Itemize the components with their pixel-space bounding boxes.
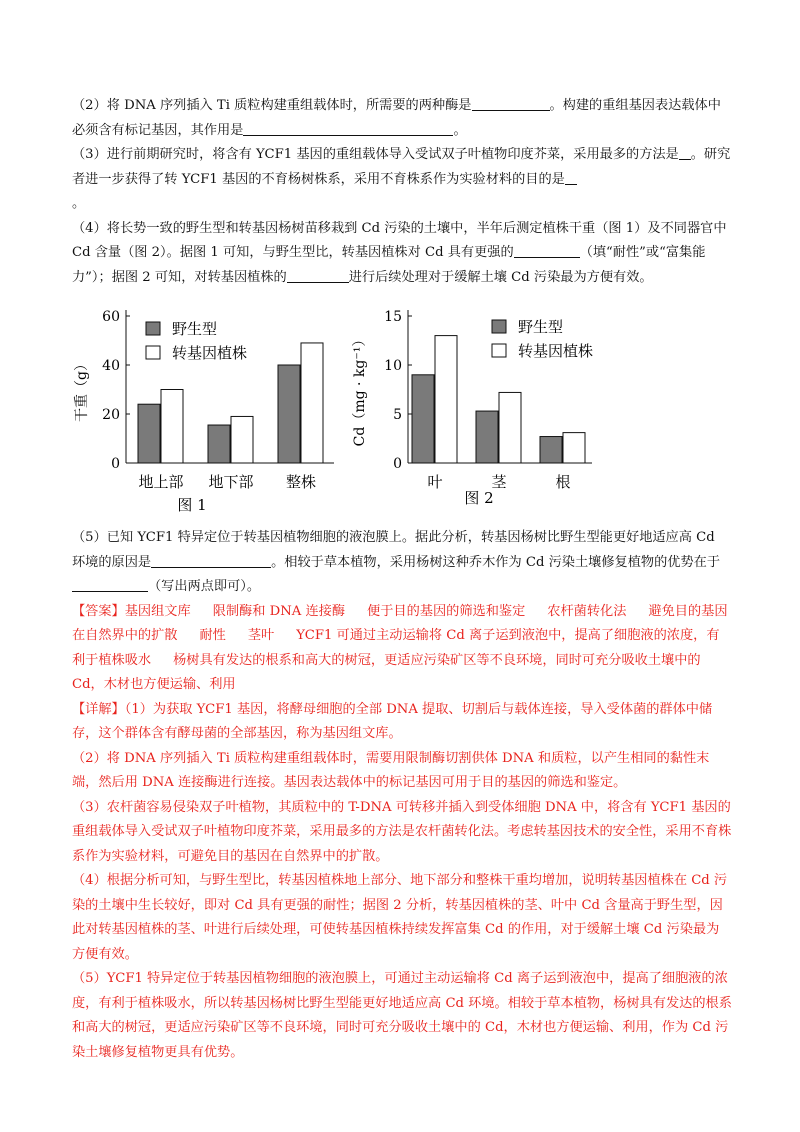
x-tick-label: 茎 (491, 473, 507, 491)
y-tick-label: 0 (393, 456, 402, 472)
bar (476, 411, 498, 463)
q5-text-b: 。相较于草本植物，采用杨树这种乔木作为 Cd 污染土壤修复植物的优势在于 (271, 554, 721, 570)
y-tick-label: 15 (384, 309, 402, 325)
answer-blank[interactable] (472, 96, 550, 111)
figure-caption: 图 2 (464, 489, 494, 507)
bar (161, 390, 183, 464)
x-tick-label: 整株 (285, 473, 317, 491)
bar (435, 336, 457, 463)
q4-text-b: （填“耐性”或“富集能力”）；据图 2 可知，对转基因植株的 (72, 245, 706, 285)
x-tick-label: 地下部 (208, 473, 254, 491)
y-axis-label: Cd（mg · kg⁻¹） (352, 332, 368, 447)
answer-blank[interactable] (287, 268, 349, 283)
q2-text-a: （2）将 DNA 序列插入 Ti 质粒构建重组载体时，所需要的两种酶是 (72, 98, 472, 113)
question-5 (72, 526, 732, 600)
answer-item: 限制酶和 DNA 连接酶 (212, 603, 346, 619)
bar (278, 365, 300, 463)
q3-text-a: （3）进行前期研究时，将含有 YCF1 基因的重组载体导入受试双子叶植物印度芥菜，采用最多的方法是 (72, 147, 679, 162)
answer-blank[interactable] (72, 577, 148, 592)
figure-2-chart (352, 298, 652, 520)
figure-1-chart (72, 298, 342, 520)
legend-swatch (492, 320, 506, 333)
bar (540, 437, 562, 463)
answer-item: 农杆菌转化法 (547, 603, 627, 619)
detail-section (72, 698, 732, 1066)
detail-text: （1）为获取 YCF1 基因，将酵母细胞的全部 DNA 提取、切割后与载体连接，导入受体菌的群体中储存，这个群体含有酵母菌的全部基因，称为基因组文库。 (72, 701, 713, 741)
y-tick-label: 20 (102, 407, 120, 423)
q5-text-c: （写出两点即可）。 (148, 579, 261, 594)
y-tick-label: 5 (393, 407, 402, 423)
q4-text-a: （4）将长势一致的野生型和转基因杨树苗移栽到 Cd 污染的土壤中，半年后测定植株干重（图 1）及不同器官中 Cd 含量（图 2）。据图 1 可知，与野生型比，转基因植株对 Cd 具有更强的 (72, 220, 727, 260)
q3-text-b: 。研究者进一步获得了转 YCF1 基因的不育杨树株系，采用不育株系作为实验材料的目的是 (72, 147, 731, 187)
bar (231, 416, 253, 463)
y-tick-label: 40 (102, 358, 120, 374)
detail-label: 【详解】 (72, 701, 125, 717)
x-tick-label: 地上部 (138, 473, 184, 491)
bar (412, 375, 434, 463)
answer-blank[interactable] (565, 170, 577, 185)
question-page (72, 94, 732, 1065)
answer-blank[interactable] (151, 553, 271, 568)
answer-blank[interactable] (243, 121, 453, 136)
detail-paragraph-2: （2）将 DNA 序列插入 Ti 质粒构建重组载体时，需要用限制酶切割供体 DNA 和质粒，以产生相同的黏性末端，然后用 DNA 连接酶进行连接。基因表达载体中的标记基因可用于目的基因的筛选和鉴定。 (72, 750, 710, 790)
detail-paragraph-1 (72, 698, 732, 747)
figure-caption: 图 1 (177, 496, 207, 514)
legend-label: 野生型 (518, 318, 564, 336)
q3-end: 。 (72, 196, 86, 211)
x-tick-label: 根 (555, 473, 571, 491)
question-3 (72, 143, 732, 217)
answer-item: 耐性 (199, 628, 226, 643)
legend-swatch (146, 346, 160, 359)
legend-swatch (146, 322, 160, 335)
question-2 (72, 94, 732, 143)
legend-label: 转基因植株 (518, 342, 594, 360)
answer-item: 茎叶 (247, 628, 275, 643)
detail-paragraph-5: （5）YCF1 特异定位于转基因植物细胞的液泡膜上，可通过主动运输将 Cd 离子运到液泡中，提高了细胞液的浓度，有利于植株吸水，所以转基因杨树比野生型能更好地适应高 Cd 环境。相较于草本植物，杨树具有发达的根系和高大的树冠，更适应污染矿区等不良环境，同时可充分吸收土壤中的 Cd，木材也方便运输、利用，作为 Cd 污染土壤修复植物更具有优势。 (72, 971, 732, 1060)
answer-item: 基因组文库 (124, 603, 191, 619)
answer-item: YCF1 可通过主动运输将 Cd 离子运到液泡中，提高了细胞液的浓度，有利于植株吸水 (72, 628, 720, 668)
bar (499, 392, 521, 463)
answer-section (72, 600, 732, 698)
q2-text-b: 。构建的重组基因表达载体中必须含有标记基因，其作用是 (72, 98, 721, 138)
bar (563, 433, 585, 463)
legend-swatch (492, 344, 506, 357)
legend-label: 野生型 (172, 320, 218, 338)
answer-item: 避免目的基因在自然界中的扩散 (72, 603, 728, 643)
answer-blank[interactable] (514, 243, 580, 258)
q4-text-c: 进行后续处理对于缓解土壤 Cd 污染最为方便有效。 (348, 269, 653, 285)
y-axis-label: 干重（g） (74, 357, 90, 422)
q5-text-a: （5）已知 YCF1 特异定位于转基因植物细胞的液泡膜上。据此分析，转基因杨树比野生型能更好地适应高 Cd 环境的原因是 (72, 530, 715, 570)
question-4 (72, 217, 732, 291)
y-tick-label: 10 (384, 358, 402, 374)
charts-area (72, 298, 732, 520)
bar (138, 404, 160, 463)
detail-paragraph-3: （3）农杆菌容易侵染双子叶植物，其质粒中的 T-DNA 可转移并插入到受体细胞 DNA 中，将含有 YCF1 基因的重组载体导入受试双子叶植物印度芥菜，采用最多的方法是农杆菌转化法。考虑转基因技术的安全性，采用不育株系作为实验材料，可避免目的基因在自然界中的扩散。 (72, 799, 732, 864)
answer-item: 杨树具有发达的根系和高大的树冠，更适应污染矿区等不良环境，同时可充分吸收土壤中的 Cd，木材也方便运输、利用 (72, 652, 701, 692)
y-tick-label: 60 (102, 309, 120, 325)
y-tick-label: 0 (111, 456, 120, 472)
detail-paragraph-4: （4）根据分析可知，与野生型比，转基因植株地上部分、地下部分和整株干重均增加，说明转基因植株在 Cd 污染的土壤中生长较好，即对 Cd 具有更强的耐性；据图 2 分析，转基因植株的茎、叶中 Cd 含量高于野生型，因此对转基因植株的茎、叶进行后续处理，可使转基因植株持续发挥富集 Cd 的作用，对于缓解土壤 Cd 污染最为方便有效。 (72, 873, 728, 962)
answer-label: 【答案】 (72, 603, 125, 619)
q2-end: 。 (453, 122, 467, 138)
x-tick-label: 叶 (427, 473, 443, 491)
bar (208, 425, 230, 463)
answer-blank[interactable] (679, 145, 691, 160)
legend-label: 转基因植株 (172, 344, 248, 362)
bar (301, 343, 323, 463)
answer-item: 便于目的基因的筛选和鉴定 (367, 603, 526, 619)
